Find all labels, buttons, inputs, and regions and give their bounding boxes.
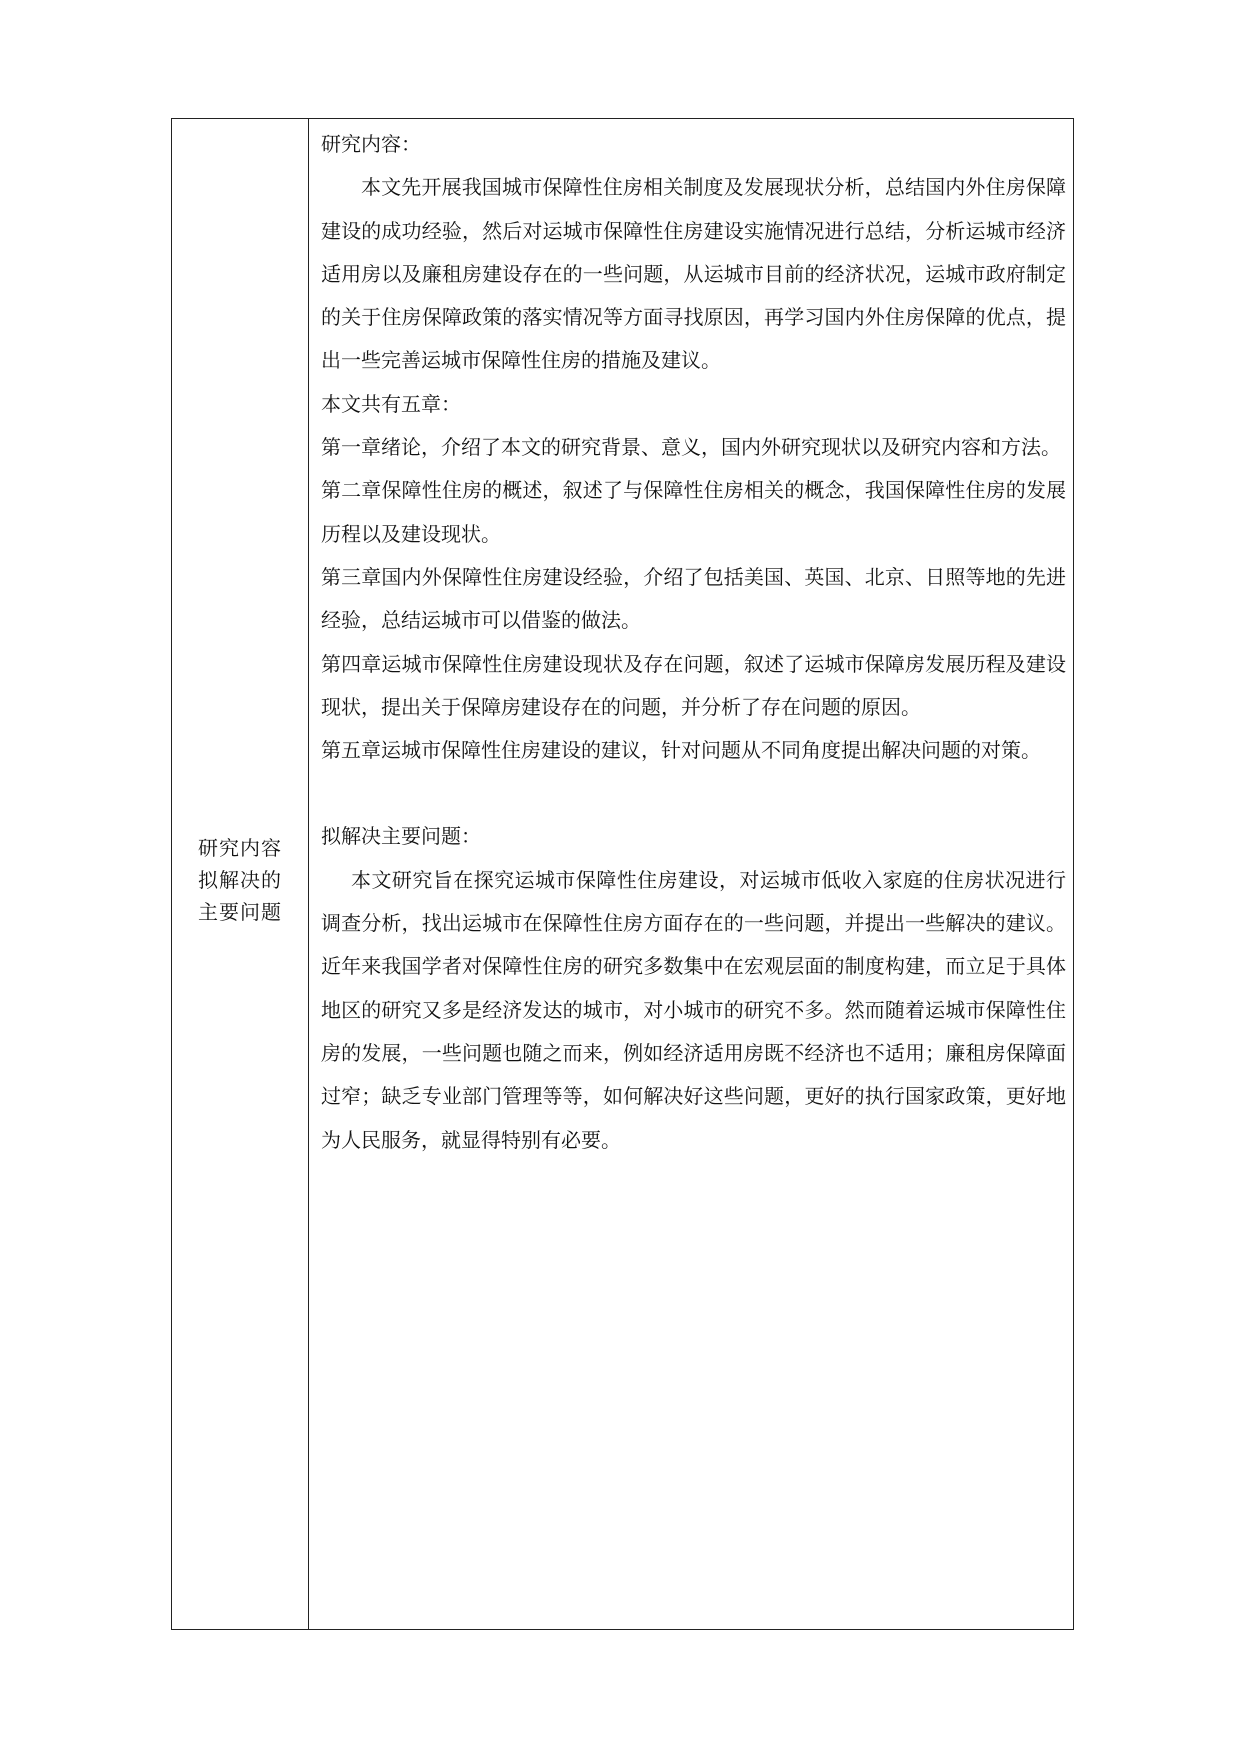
content-body <box>321 123 1066 1162</box>
chapter-item: 第一章绪论，介绍了本文的研究背景、意义，国内外研究现状以及研究内容和方法。 <box>321 435 1061 460</box>
content-cell <box>309 119 1073 1629</box>
problems-body: 本文研究旨在探究运城市保障性住房建设，对运城市低收入家庭的住房状况进行调查分析，找出运城市在保障性住房方面存在的一些问题，并提出一些解决的建议。近年来我国学者对保障性住房的研究多数集中在宏观层面的制度构建，而立足于具体地区的研究又多是经济发达的城市，对小城市的研究不多。然而随着运城市保障性住房的发展，一些问题也随之而来，例如经济适用房既不经济也不适用；廉租房保障面过窄；缺乏专业部门管理等等，如何解决好这些问题，更好的执行国家政策，更好地为人民服务，就显得特别有必要。 <box>321 867 1066 1152</box>
row-label-line-1: 研究内容 <box>198 836 282 860</box>
chapter-item: 第三章国内外保障性住房建设经验，介绍了包括美国、英国、北京、日照等地的先进经验，总结运城市可以借鉴的做法。 <box>321 564 1066 633</box>
row-label-cell <box>172 119 309 1629</box>
research-intro: 本文先开展我国城市保障性住房相关制度及发展现状分析，总结国内外住房保障建设的成功经验，然后对运城市保障性住房建设实施情况进行总结，分析运城市经济适用房以及廉租房建设存在的一些问题，从运城市目前的经济状况，运城市政府制定的关于住房保障政策的落实情况等方面寻找原因，再学习国内外住房保障的优点，提出一些完善运城市保障性住房的措施及建议。 <box>321 175 1066 373</box>
chapter-item: 第五章运城市保障性住房建设的建议，针对问题从不同角度提出解决问题的对策。 <box>321 738 1041 763</box>
row-label-line-3: 主要问题 <box>198 900 282 924</box>
row-label-line-2: 拟解决的 <box>198 868 282 892</box>
chapter-item: 第四章运城市保障性住房建设现状及存在问题，叙述了运城市保障房发展历程及建设现状，提出关于保障房建设存在的问题，并分析了存在问题的原因。 <box>321 651 1066 719</box>
paragraph-gap <box>321 772 1066 815</box>
problems-heading: 拟解决主要问题： <box>321 824 481 849</box>
chapter-item: 第二章保障性住房的概述，叙述了与保障性住房相关的概念，我国保障性住房的发展历程以及建设现状。 <box>321 478 1066 546</box>
proposal-table <box>171 118 1074 1630</box>
row-label <box>172 832 308 928</box>
research-heading: 研究内容： <box>321 132 421 156</box>
chapters-heading: 本文共有五章： <box>321 391 461 416</box>
